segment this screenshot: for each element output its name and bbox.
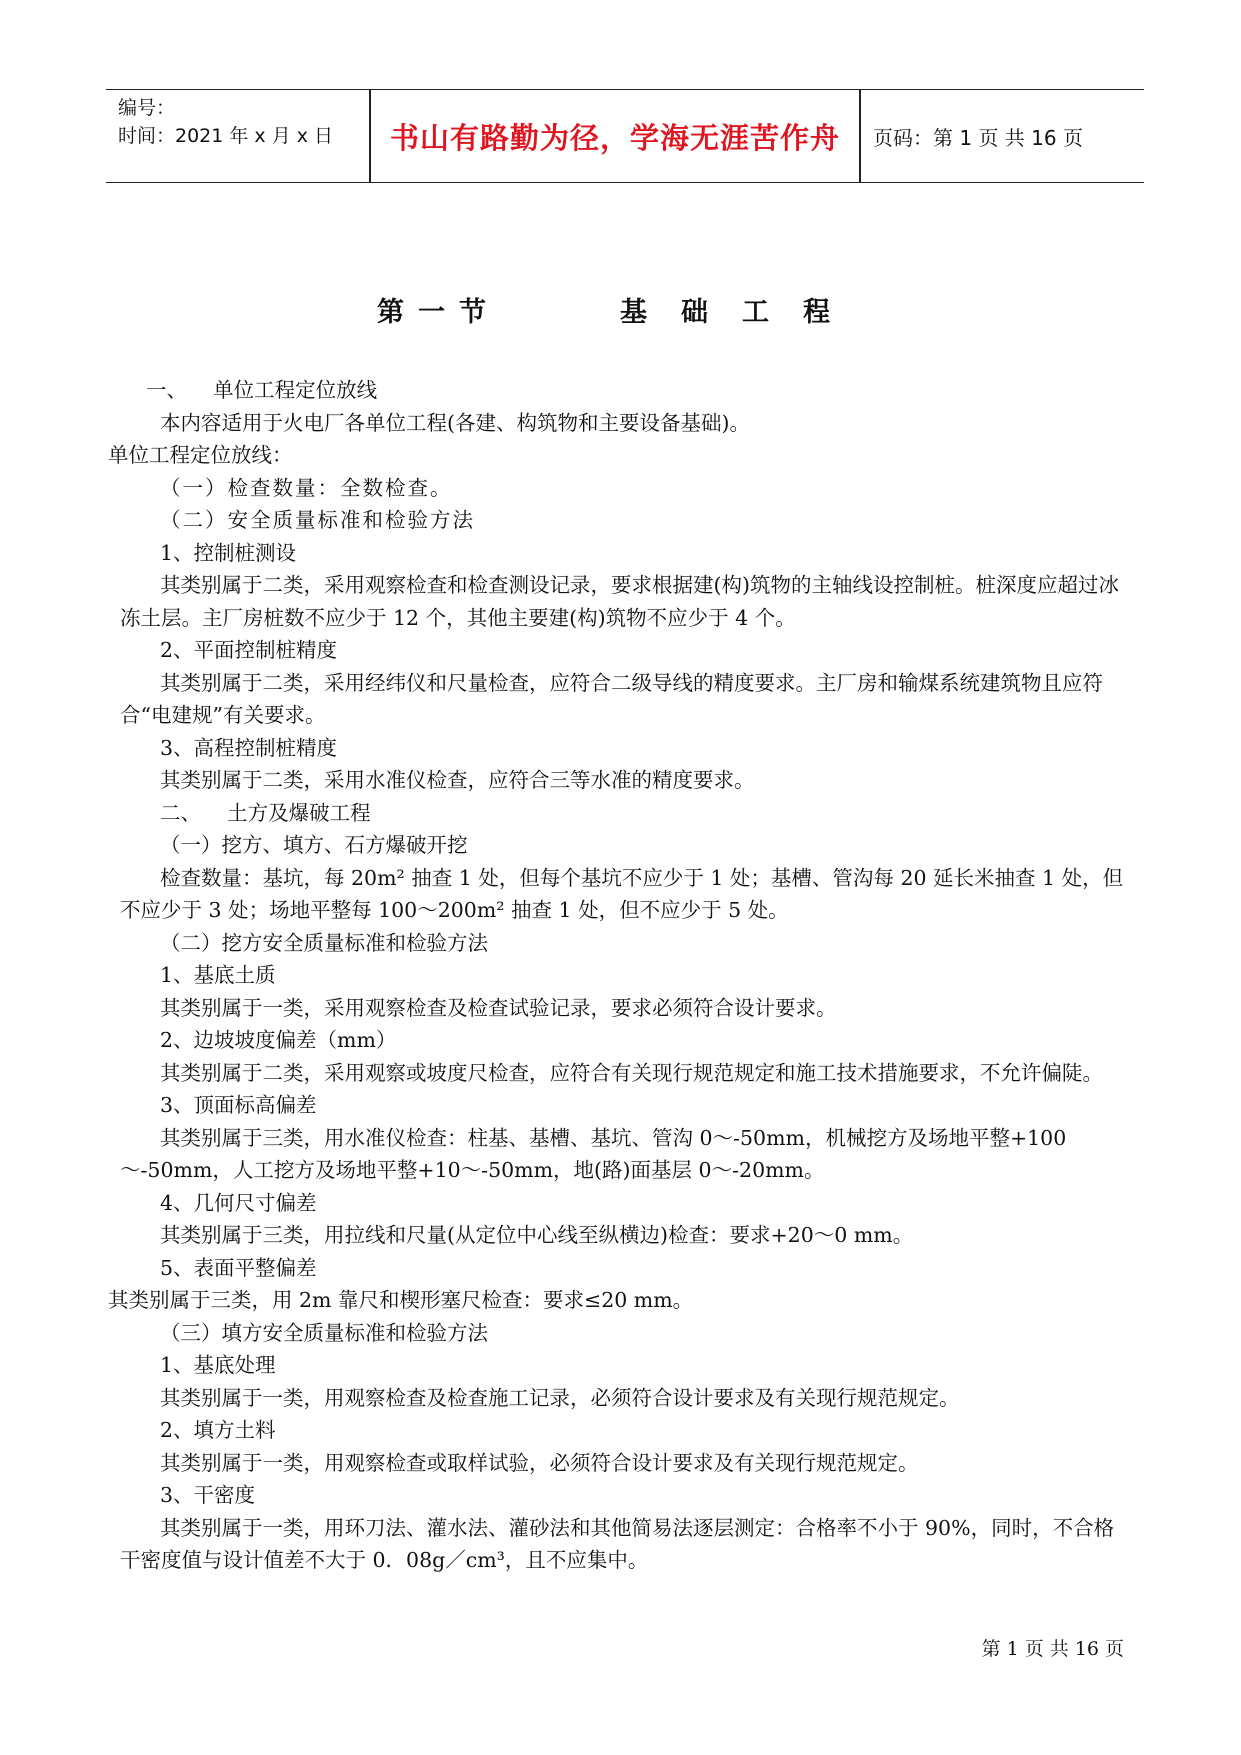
item-heading: 2、填方土料 [160,1418,276,1442]
paragraph: 其类别属于一类，用环刀法、灌水法、灌砂法和其他简易法逐层测定：合格率不小于 90%，同时，不合格干密度值与设计值差不大于 0．08g／cm³，且不应集中。 [120,1515,1115,1572]
item-heading: 1、基底处理 [160,1353,276,1377]
paragraph: 其类别属于一类，用观察检查及检查施工记录，必须符合设计要求及有关现行规范规定。 [160,1385,960,1410]
paragraph: 其类别属于二类，采用水准仪检查，应符合三等水准的精度要求。 [160,768,755,792]
header-page-number: 页码：第 1 页 共 16 页 [873,126,1083,150]
item-heading: 3、顶面标高偏差 [160,1093,317,1117]
item-heading: 3、干密度 [160,1483,256,1507]
document-body [108,374,1130,1577]
header-meta [118,94,333,150]
section-title [0,290,1241,329]
item-heading: 4、几何尺寸偏差 [160,1190,317,1215]
section-number: 第一节 [377,297,500,328]
item-heading: 2、边坡坡度偏差（mm） [160,1028,397,1052]
subheading: （二）挖方安全质量标准和检验方法 [160,930,488,955]
paragraph: 其类别属于三类，用水准仪检查：柱基、基槽、基坑、管沟 0～-50mm，机械挖方及场地平整+100～-50mm，人工挖方及场地平整+10～-50mm，地(路)面基层 0～-20mm。 [120,1125,1067,1182]
subheading: （一）检查数量：全数检查。 [160,475,453,500]
paragraph: 其类别属于三类，用拉线和尺量(从定位中心线至纵横边)检查：要求+20～0 mm。 [160,1223,914,1247]
page-footer: 第 1 页 共 16 页 [981,1638,1124,1660]
item-heading: 1、控制桩测设 [160,540,297,565]
paragraph: 其类别属于三类，用 2m 靠尺和楔形塞尺检查：要求≤20 mm。 [108,1288,694,1312]
paragraph: 其类别属于二类，采用观察检查和检查测设记录，要求根据建(构)筑物的主轴线设控制桩。桩深度应超过冰冻土层。主厂房桩数不应少于 12 个，其他主要建(构)筑物不应少于 4 个。 [120,573,1119,630]
item-heading: 2、平面控制桩精度 [160,638,338,662]
header-motto: 书山有路勤为径，学海无涯苦作舟 [389,121,840,155]
item-heading: 5、表面平整偏差 [160,1255,317,1280]
paragraph: 单位工程定位放线： [108,443,293,467]
heading-level-1: 一、 单位工程定位放线 [146,378,378,402]
subheading: （三）填方安全质量标准和检验方法 [160,1320,488,1345]
heading-level-1: 二、 土方及爆破工程 [160,800,371,825]
paragraph: 其类别属于二类，采用观察或坡度尺检查，应符合有关现行规范规定和施工技术措施要求，不允许偏陡。 [160,1060,1103,1085]
subheading: （一）挖方、填方、石方爆破开挖 [160,833,468,857]
section-name: 基础工程 [620,297,864,328]
item-heading: 3、高程控制桩精度 [160,735,338,760]
header-divider [859,90,861,182]
subheading: （二）安全质量标准和检验方法 [160,508,475,532]
paragraph: 其类别属于二类，采用经纬仪和尺量检查，应符合二级导线的精度要求。主厂房和输煤系统建筑物且应符合“电建规”有关要求。 [120,670,1103,727]
page-header [106,89,1144,183]
paragraph: 本内容适用于火电厂各单位工程(各建、构筑物和主要设备基础)。 [160,410,750,435]
document-number-label: 编号： [118,97,176,119]
paragraph: 其类别属于一类，用观察检查或取样试验，必须符合设计要求及有关现行规范规定。 [160,1450,919,1475]
item-heading: 1、基底土质 [160,963,276,987]
paragraph: 检查数量：基坑，每 20m² 抽查 1 处，但每个基坑不应少于 1 处；基槽、管沟每 20 延长米抽查 1 处，但不应少于 3 处；场地平整每 100～200m² 抽查 1 处，但不应少于 5 处。 [120,865,1124,922]
document-time-label: 时间：2021 年 x 月 x 日 [118,125,334,147]
paragraph: 其类别属于一类，采用观察检查及检查试验记录，要求必须符合设计要求。 [160,995,837,1020]
